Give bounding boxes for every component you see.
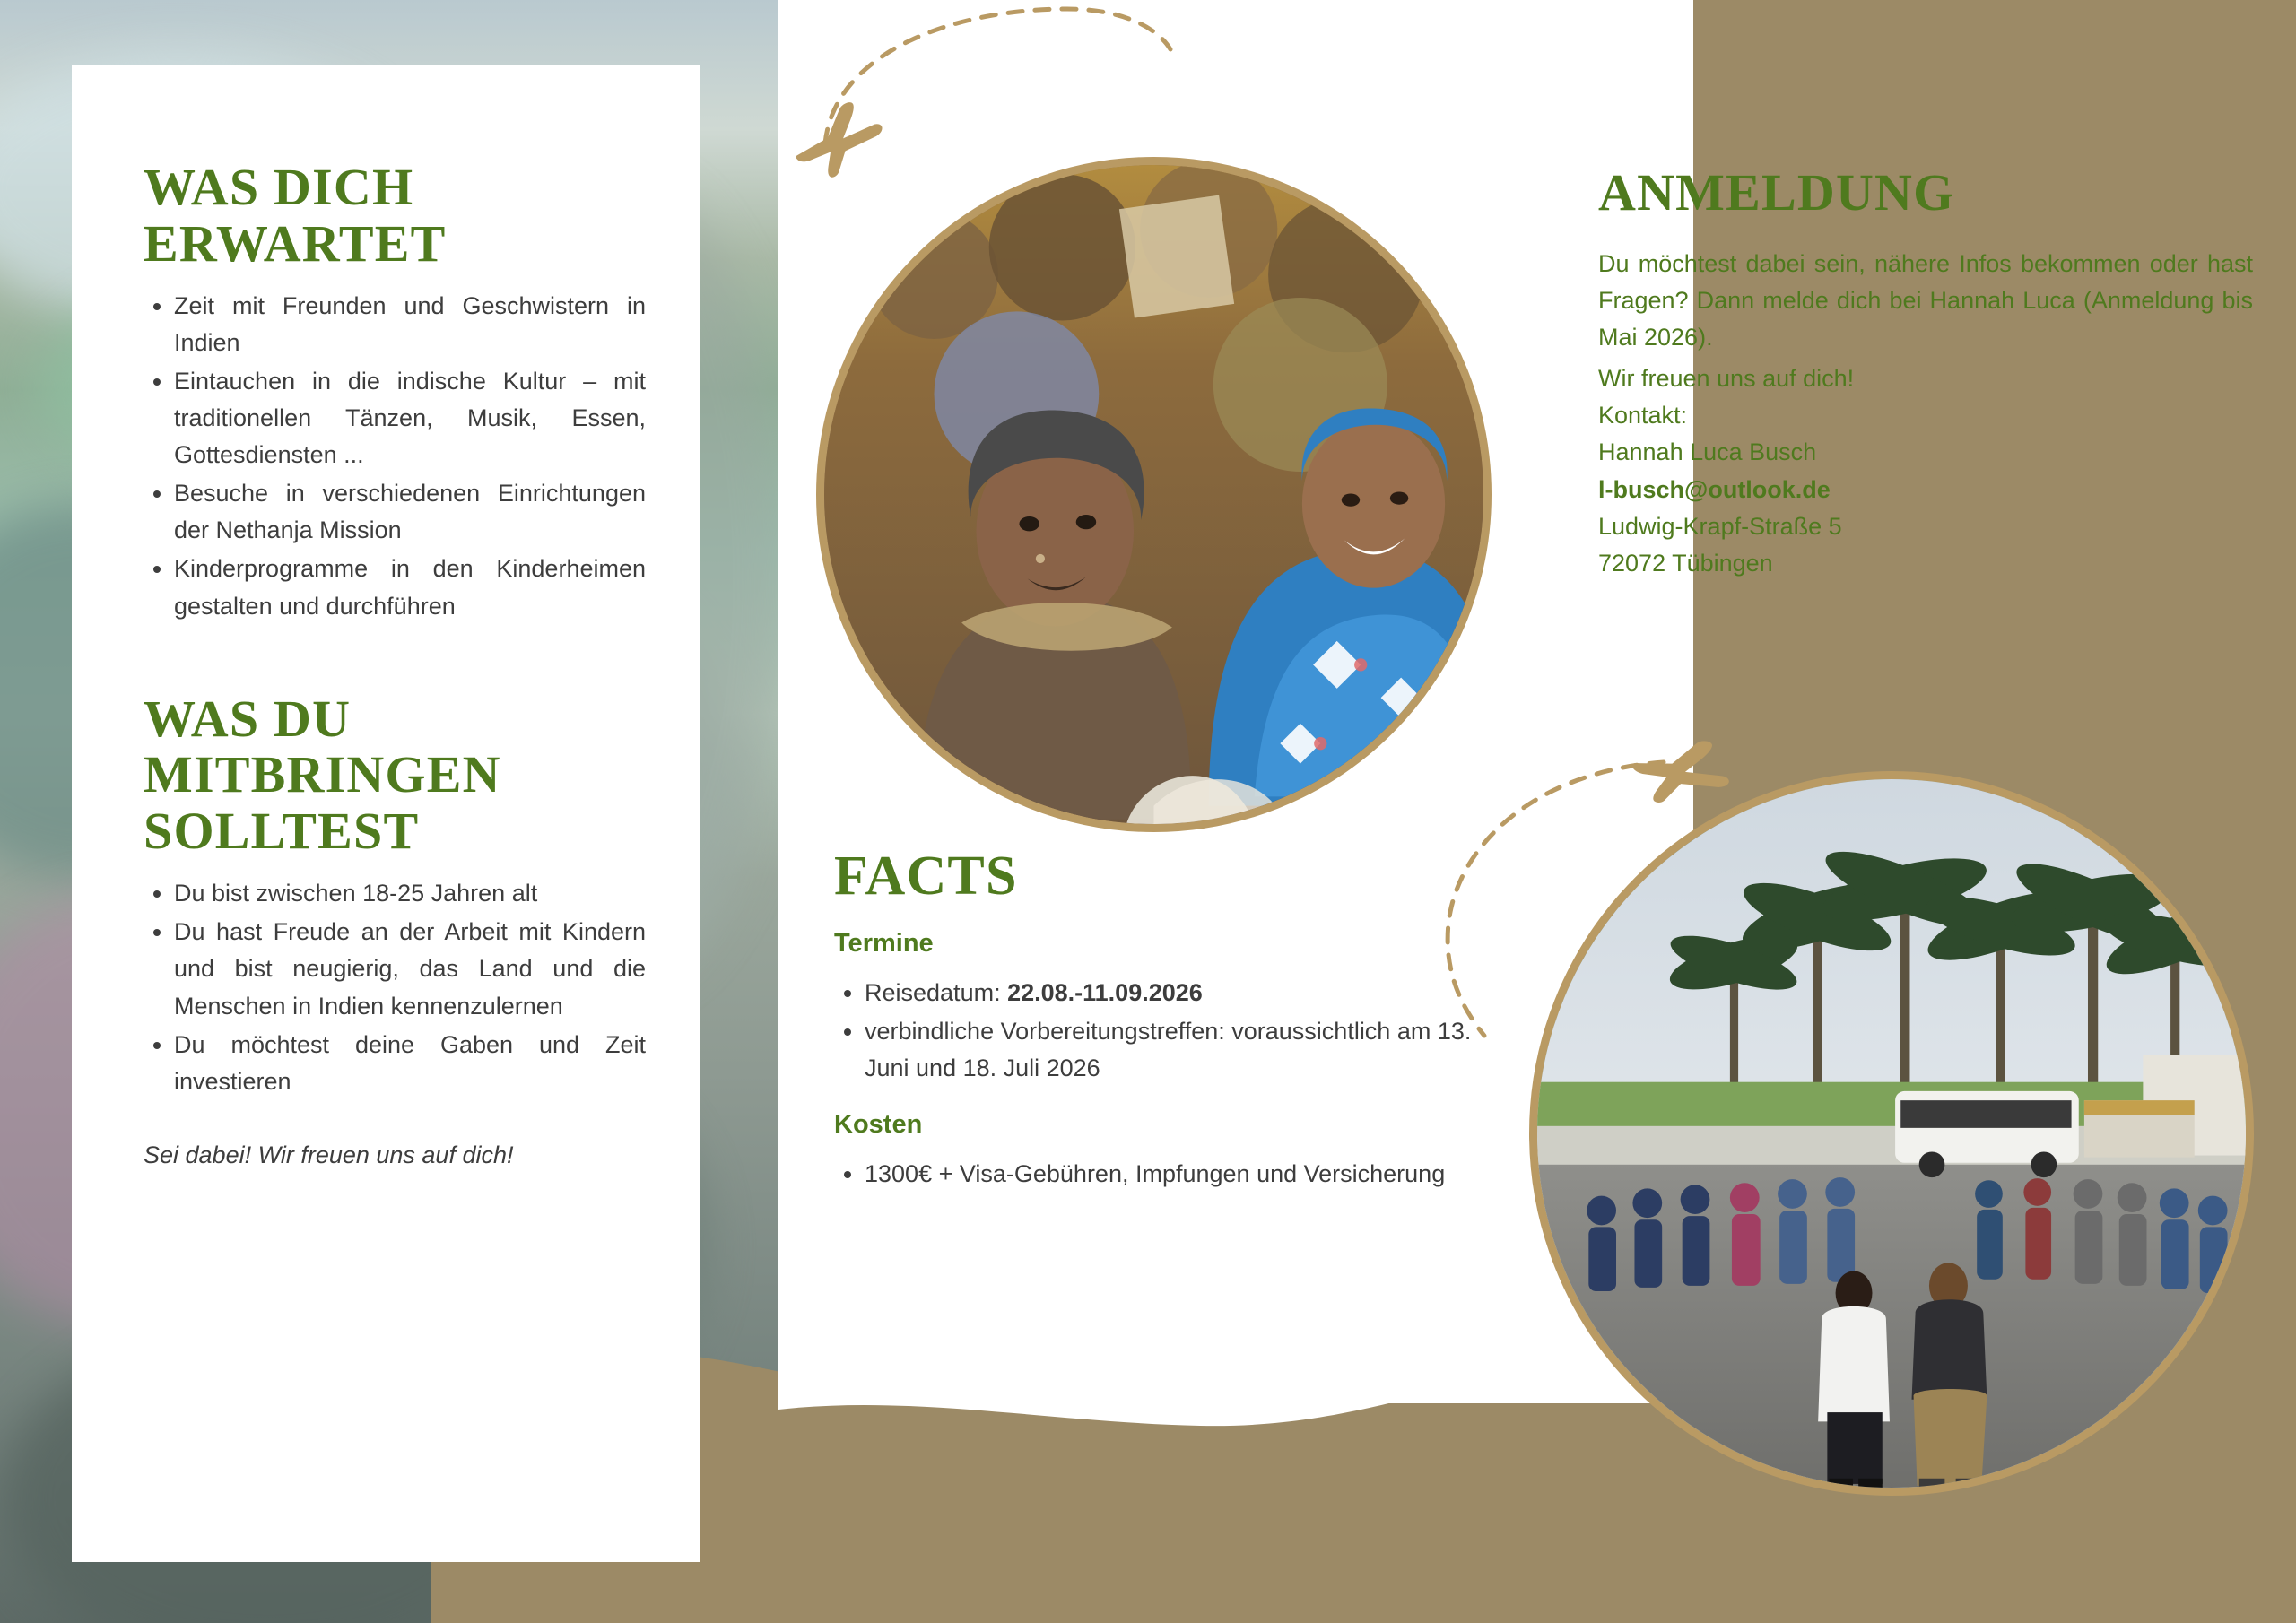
- line-kontakt-label: Kontakt:: [1598, 402, 1688, 430]
- reisedatum-label: Reisedatum:: [865, 979, 1008, 1007]
- list-was-du-mitbringen-solltest: [144, 875, 646, 1099]
- line-wir-freuen-uns: Wir freuen uns auf dich!: [1598, 364, 1855, 392]
- subheading-termine: Termine: [834, 929, 934, 959]
- list-kosten: [834, 1156, 1480, 1193]
- heading-facts: FACTS: [834, 846, 1018, 907]
- list-item: • verbindliche Vorbereitungstreffen: voraussichtlich am 13. Juni und 18. Juli 2026: [865, 1013, 1480, 1087]
- heading-was-du-mitbringen-solltest: WAS DU MITBRINGEN SOLLTEST: [144, 689, 501, 860]
- list-item: • Du hast Freude an der Arbeit mit Kindern und bist neugierig, das Land und die Menschen in Indien kennenzulernen: [174, 914, 646, 1024]
- contact-name: Hannah Luca Busch: [1598, 438, 1817, 466]
- list-item: • 1300€ + Visa-Gebühren, Impfungen und Versicherung: [865, 1156, 1480, 1193]
- closing-note: Sei dabei! Wir freuen uns auf dich!: [144, 1141, 514, 1168]
- list-item: • Du möchtest deine Gaben und Zeit investieren: [174, 1027, 646, 1100]
- facts-section: [834, 847, 1480, 1194]
- photo-circle-group: [1529, 771, 2254, 1496]
- list-item: • Du bist zwischen 18-25 Jahren alt: [174, 875, 646, 912]
- right-column-content: [1598, 163, 2253, 583]
- subheading-kosten: Kosten: [834, 1110, 923, 1140]
- airplane-icon: [1628, 726, 1735, 816]
- list-item: [865, 975, 1480, 1011]
- middle-card-wave: [778, 1327, 1693, 1480]
- airplane-icon: [789, 99, 888, 179]
- reisedatum-value: 22.08.-11.09.2026: [1007, 979, 1203, 1007]
- contact-email[interactable]: l-busch@outlook.de: [1598, 475, 1831, 503]
- list-item: • Kinderprogramme in den Kinderheimen gestalten und durchführen: [174, 551, 646, 624]
- contact-street: Ludwig-Krapf-Straße 5: [1598, 512, 1842, 540]
- contact-city: 72072 Tübingen: [1598, 550, 1773, 577]
- list-item: • Zeit mit Freunden und Geschwistern in Indien: [174, 288, 646, 361]
- left-column-content: [144, 160, 646, 1169]
- anmeldung-paragraph: Du möchtest dabei sein, nähere Infos bekommen oder hast Fragen? Dann melde dich bei Hannah Luca (Anmeldung bis Mai 2026).: [1598, 249, 2253, 352]
- list-termine: [834, 975, 1480, 1087]
- photo-circle-women: [816, 157, 1492, 832]
- heading-anmeldung: ANMELDUNG: [1598, 163, 1955, 221]
- list-was-dich-erwartet: [144, 288, 646, 624]
- heading-was-dich-erwartet: WAS DICH ERWARTET: [144, 158, 447, 273]
- list-item: • Eintauchen in die indische Kultur – mit traditionellen Tänzen, Musik, Essen, Gottesdiensten ...: [174, 363, 646, 473]
- list-item: • Besuche in verschiedenen Einrichtungen der Nethanja Mission: [174, 475, 646, 549]
- left-section-two: [144, 691, 646, 1169]
